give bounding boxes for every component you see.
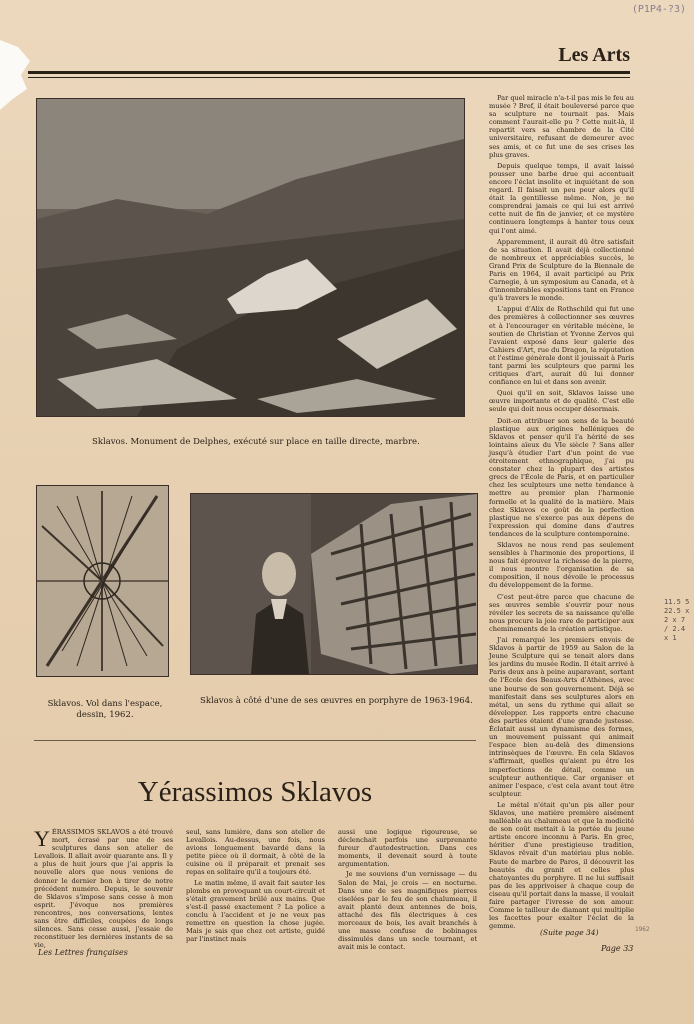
sklavos-with-sculpture-photo — [190, 493, 478, 675]
article-col3-text: aussi une logique rigoureuse, se déclenchait parfois une surprenante fureur d'autodestruction. Dans ces moments, il devenait sourd à toute argumentation. — [338, 828, 477, 869]
article-col2-text: seul, sans lumière, dans son atelier de Levallois. Au-dessus, une fois, nous avions longuement bavardé dans la petite pièce où il dormait, à côté de la cuisine où il préparait et prenait ses repas en solitaire qu'il a toujours été. — [186, 828, 325, 877]
header-rule-thin — [28, 77, 630, 78]
publication-name: Les Lettres françaises — [38, 948, 128, 957]
right-paragraph: Depuis quelque temps, il avait laissé pousser une barbe drue qui accentuait encore l'éclat insolite et inquiétant de son regard. Il faisait un peu peur alors qu'il était la gentillesse même. Non, je ne comprendrai jamais ce qui lui est arrivé cette nuit de fin de janvier, et ce mystère continuera longtemps à hanter tous ceux qui l'ont aimé. — [489, 161, 634, 235]
right-paragraph: Doit-on attribuer son sens de la beauté plastique aux origines helléniques de Sklavos et penser qu'il l'a hérité de ses lointains aïeux du VIe siècle ? Sans aller jusqu'à étudier l'art d'un point de vue étroitement ethnographique, j'ai pu constater chez la plupart des artistes grecs de l'École de Paris, et en particulier chez les sculpteurs une nette tendance à mettre au premier plan l'harmonie formelle et la qualité de la matière. Mais chez Sklavos ce goût de la perfection plastique ne s'exerce pas aux dépens de l'expression qui domine dans d'autres tendances de la sculpture contemporaine. — [489, 416, 634, 538]
handwritten-margin-note: 11.5 5 22.5 x 2 x 7 / 2.4 x 1 — [664, 598, 690, 642]
right-paragraph: Le métal n'était qu'un pis aller pour Sklavos, une matière première aisément malléable au chalumeau et que la modicité de son coût mettait à la portée du jeune artiste encore inconnu à Paris. En grec, héritier d'une prestigieuse tradition, Sklavos rêvait d'un matériau plus noble. Faute de marbre de Paros, il découvrit les beautés du granit et celles plus chatoyantes du porphyre. Il ne lui suffisait pas de les apprivoiser à chaque coup de ciseau qu'il portait dans la masse, il voulait faire partager l'ivresse de son amour. Comme le tailleur de diamant qui multiplie les facettes pour exalter l'éclat de la gemme. — [489, 800, 634, 931]
header-rule — [28, 71, 630, 74]
article-separator — [34, 740, 476, 741]
torn-corner — [0, 40, 30, 110]
delphes-monument-photo — [36, 98, 465, 417]
section-title: Les Arts — [558, 44, 630, 66]
article-headline: Yérassimos Sklavos — [137, 776, 373, 808]
article-col2b-text: Le matin même, il avait fait sauter les plombs en provoquant un court-circuit et s'était gravement brûlé aux mains. Que s'est-il passé exactement ? La police a conclu à l'accident et je ne veux pas remettre en question la chose jugée. Mais je sais que chez cet artiste, guidé par l'instinct mais — [186, 878, 325, 944]
continued-note: (Suite page 34) — [540, 928, 599, 937]
photo1-caption: Sklavos. Monument de Delphes, exécuté sur place en taille directe, marbre. — [92, 437, 420, 447]
right-paragraph: Par quel miracle n'a-t-il pas mis le feu au musée ? Bref, il était bouleversé parce que sa sculpture ne tournait pas. Mais comment l'aurait-elle pu ? Cette nuit-là, il repartit vers sa chambre de la Cité universitaire, refusant de demeurer avec ses amis, et ce fut une de ses crises les plus graves. — [489, 94, 634, 159]
right-paragraph: Apparemment, il aurait dû être satisfait de sa situation. Il avait déjà collectionné de nombreux et appréciables succès, le Grand Prix de Sculpture de la Biennale de Paris en 1964, il avait participé au Prix Carnegie, à un symposium au Canada, et à d'innombrables expositions tant en France qu'à travers le monde. — [489, 237, 634, 303]
photo3-caption: Sklavos à côté d'une de ses œuvres en porphyre de 1963-1964. — [200, 696, 473, 706]
photo2-caption: Sklavos. Vol dans l'espace, dessin, 1962. — [47, 699, 163, 720]
right-paragraph: C'est peut-être parce que chacune de ses œuvres semble s'ouvrir pour nous révéler les secrets de sa naissance qu'elle nous procure la joie rare de participer aux cheminements de la création artistique. — [489, 592, 634, 633]
article-column-2 — [186, 828, 325, 944]
right-paragraph: Quoi qu'il en soit, Sklavos laisse une œuvre importante et de qualité. C'est elle seule qui doit nous occuper désormais. — [489, 389, 634, 414]
drop-cap: Y — [34, 826, 50, 851]
page-number: Page 33 — [601, 944, 634, 953]
right-column-text — [489, 94, 634, 931]
archive-mark: (P1P4-?3) — [631, 4, 686, 15]
article-col1-text: ÉRASSIMOS SKLAVOS a été trouvé mort, écrasé par une de ses sculptures dans son atelier de Levallois. Il allait avoir quarante ans. Il y a plus de huit jours que j'ai appris la nouvelle alors que nous venions de donner le dernier bon à tirer de notre précédent numéro. Depuis, le souvenir de Sklavos s'impose sans cesse à mon esprit. J'évoque nos premières rencontres, nos conversations, lentes sans être difficiles, coupées de longs silences. Sans cesse aussi, j'essaie de reconstituer les dernières instants de sa vie, — [34, 828, 173, 950]
right-paragraph: J'ai remarqué les premiers envois de Sklavos à partir de 1959 au Salon de la Jeune Sculpture qui se tenait alors dans les jardins du musée Rodin. Il était arrivé à Paris deux ans à peine auparavant, sortant de l'École des Beaux-Arts d'Athènes, avec une bourse de son gouvernement. Déjà se manifestait dans ses sculptures alors en métal, un sens du rythme qui allait se développer. Les rapports entre chacune des parties étaient d'une grande justesse. Éclatait aussi un dynamisme des formes, un mouvement puissant qui animait l'espace bien au-delà des dimensions intrinsèques de l'œuvre. En cela Sklavos s'affirmait, quelles qu'aient pu être les imperfections de détail, comme un sculpteur authentique. Car organiser et animer l'espace, c'est cela avant tout être sculpteur. — [489, 636, 634, 798]
vol-dans-espace-drawing — [36, 485, 169, 677]
article-column-1 — [34, 826, 173, 950]
pencil-date: 1962 — [635, 926, 650, 933]
right-paragraph: L'appui d'Alix de Rothschild qui fut une des premières à collectionner ses œuvres et à l'encourager en véritable mécène, le soutien de Christian et Yvonne Zervos qui l'avaient exposé dans leur galerie des Cahiers d'Art, rue du Dragon, la réputation et l'estime générale dont il jouissait à Paris tant parmi les sculpteurs que parmi les critiques d'art, aurait dû lui donner confiance en lui et dans son avenir. — [489, 305, 634, 387]
article-column-3 — [338, 828, 477, 952]
right-paragraph: Sklavos ne nous rend pas seulement sensibles à l'harmonie des proportions, il nous fait éprouver la richesse de la pierre, il nous montre l'organisation de sa composition, il nous dévoile le processus du développement de la forme. — [489, 540, 634, 590]
article-col3b-text: Je me souviens d'un vernissage — du Salon de Mai, je crois — en nocturne. Dans une de ses magnifiques pierres ciselées par le feu de son chalumeau, il avait planté deux antennes de bois, attaché des fils électriques à ces morceaux de bois, les avait branchés à une masse confuse de bobinages dissimulés dans un socle tournant, et avait mis le contact. — [338, 870, 477, 952]
